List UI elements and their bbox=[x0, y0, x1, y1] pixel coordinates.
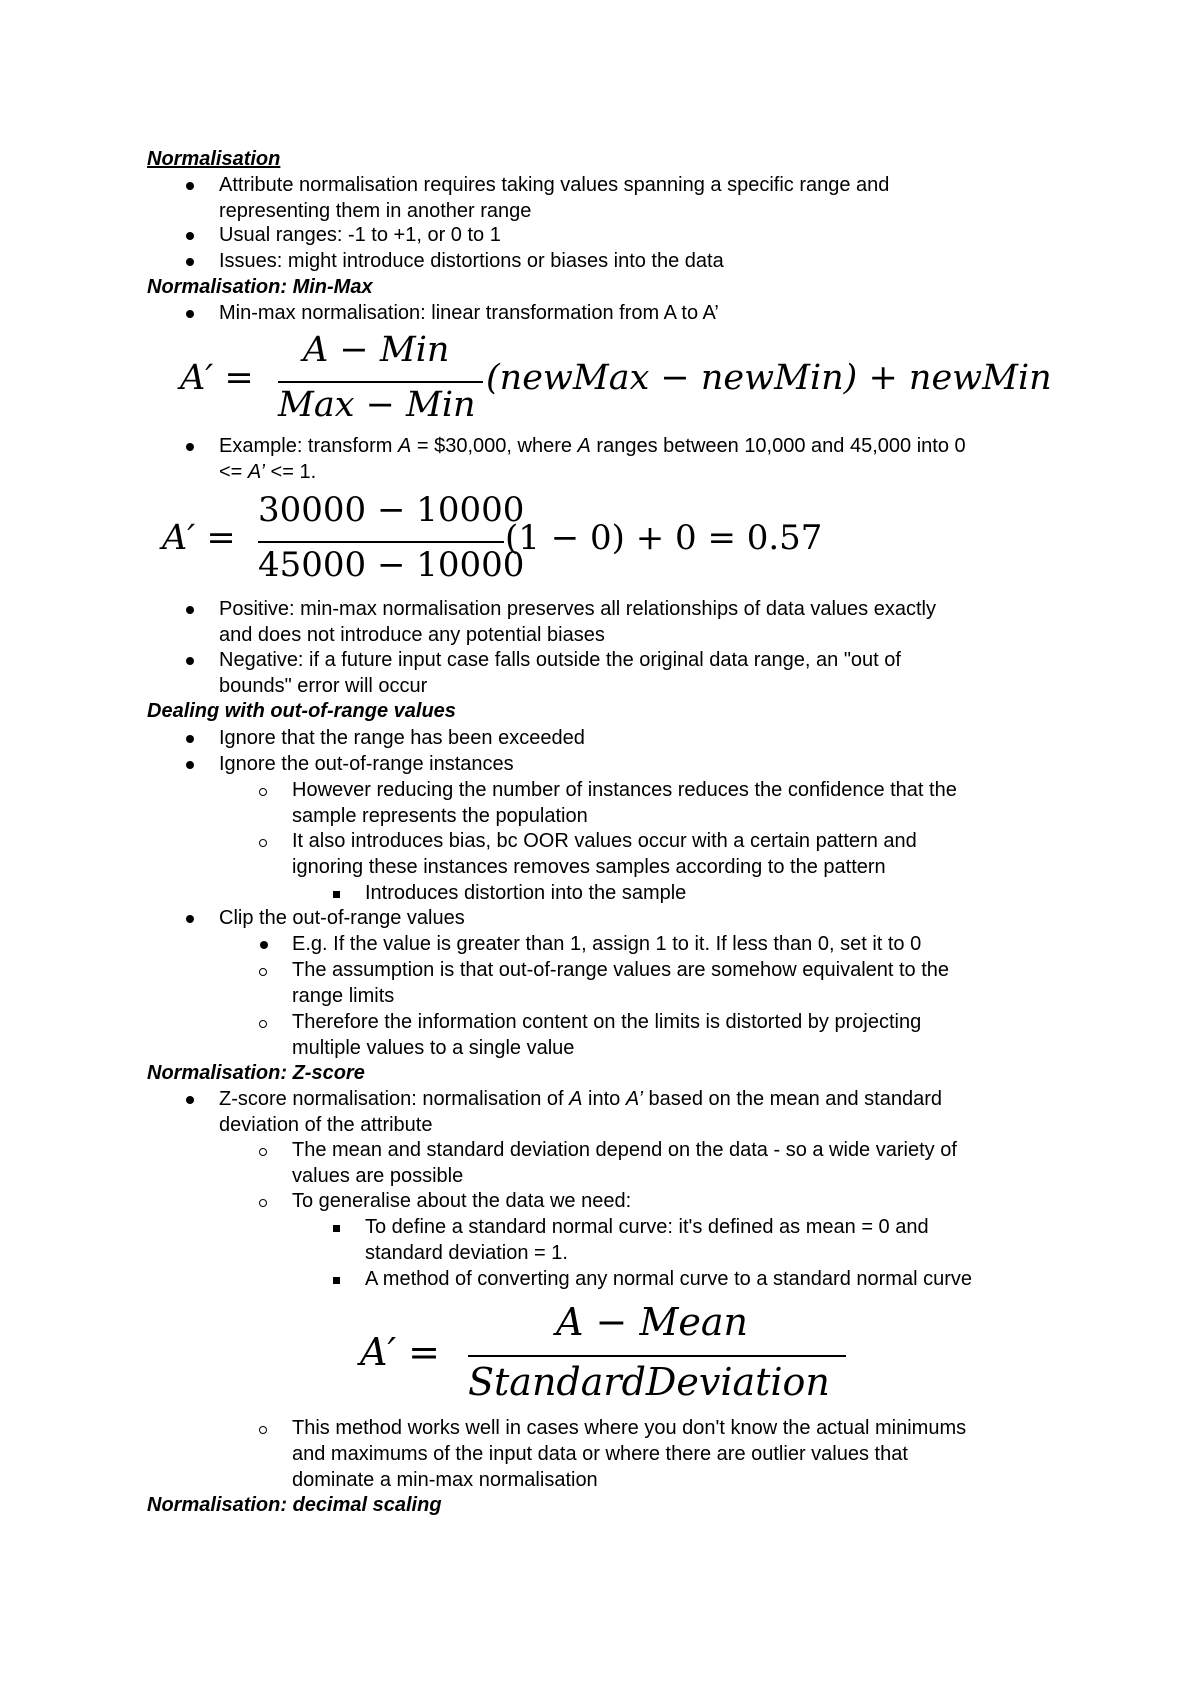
bullet-circle bbox=[259, 1199, 267, 1207]
list-item: Usual ranges: -1 to +1, or 0 to 1 bbox=[219, 224, 501, 246]
bullet-dot bbox=[186, 606, 194, 614]
list-item: Introduces distortion into the sample bbox=[365, 882, 687, 904]
list-item: It also introduces bias, bc OOR values occur with a certain pattern and bbox=[292, 830, 917, 852]
heading-out-of-range: Dealing with out-of-range values bbox=[147, 700, 456, 722]
list-item: bounds" error will occur bbox=[219, 675, 428, 697]
list-item: Positive: min-max normalisation preserves all relationships of data values exactly bbox=[219, 598, 936, 620]
bullet-dot bbox=[186, 657, 194, 665]
list-item: <= A’ <= 1. bbox=[219, 461, 317, 483]
bullet-dot bbox=[186, 735, 194, 743]
bullet-dot bbox=[260, 941, 268, 949]
bullet-square bbox=[333, 891, 340, 898]
formula-rest: (newMax − newMin) + newMin bbox=[486, 358, 1052, 398]
fraction-bar bbox=[278, 381, 483, 383]
bullet-square bbox=[333, 1277, 340, 1284]
list-item: Min-max normalisation: linear transformation from A to A’ bbox=[219, 302, 719, 324]
list-item: and does not introduce any potential biases bbox=[219, 624, 605, 646]
heading-decimal-scaling: Normalisation: decimal scaling bbox=[147, 1494, 442, 1516]
list-item: Attribute normalisation requires taking values spanning a specific range and bbox=[219, 174, 890, 196]
bullet-circle bbox=[259, 1426, 267, 1434]
bullet-circle bbox=[259, 839, 267, 847]
list-item: Negative: if a future input case falls outside the original data range, an "out of bbox=[219, 649, 901, 671]
list-item: Z-score normalisation: normalisation of A into A’ based on the mean and standard bbox=[219, 1088, 943, 1110]
list-item: deviation of the attribute bbox=[219, 1114, 433, 1136]
formula-numerator: A − Mean bbox=[556, 1300, 748, 1344]
list-item: standard deviation = 1. bbox=[365, 1242, 568, 1264]
list-item: A method of converting any normal curve to a standard normal curve bbox=[365, 1268, 972, 1290]
bullet-dot bbox=[186, 182, 194, 190]
formula-lhs: A′ = bbox=[180, 358, 254, 398]
bullet-square bbox=[333, 1225, 340, 1232]
list-item: Therefore the information content on the limits is distorted by projecting bbox=[292, 1011, 922, 1033]
list-item: However reducing the number of instances reduces the confidence that the bbox=[292, 779, 957, 801]
heading-normalisation: Normalisation bbox=[147, 148, 281, 170]
list-item: and maximums of the input data or where there are outlier values that bbox=[292, 1443, 908, 1465]
list-item: Issues: might introduce distortions or biases into the data bbox=[219, 250, 724, 272]
list-item: sample represents the population bbox=[292, 805, 588, 827]
list-item: representing them in another range bbox=[219, 200, 532, 222]
bullet-dot bbox=[186, 443, 194, 451]
formula-denominator: Max − Min bbox=[278, 385, 476, 425]
list-item: multiple values to a single value bbox=[292, 1037, 575, 1059]
list-item: To define a standard normal curve: it's defined as mean = 0 and bbox=[365, 1216, 929, 1238]
list-item: dominate a min-max normalisation bbox=[292, 1469, 598, 1491]
bullet-circle bbox=[259, 968, 267, 976]
list-item: This method works well in cases where you don't know the actual minimums bbox=[292, 1417, 967, 1439]
list-item: range limits bbox=[292, 985, 395, 1007]
bullet-dot bbox=[186, 310, 194, 318]
formula-numerator: A − Min bbox=[303, 330, 450, 370]
list-item: The mean and standard deviation depend on the data - so a wide variety of bbox=[292, 1139, 957, 1161]
list-item: Ignore that the range has been exceeded bbox=[219, 727, 585, 749]
formula-lhs: A′ = bbox=[162, 518, 236, 558]
list-item: Clip the out-of-range values bbox=[219, 907, 465, 929]
list-item: Ignore the out-of-range instances bbox=[219, 753, 514, 775]
bullet-dot bbox=[186, 1096, 194, 1104]
list-item: values are possible bbox=[292, 1165, 464, 1187]
bullet-dot bbox=[186, 258, 194, 266]
list-item: To generalise about the data we need: bbox=[292, 1190, 632, 1212]
bullet-dot bbox=[186, 232, 194, 240]
formula-rest: (1 − 0) + 0 = 0.57 bbox=[505, 518, 823, 558]
bullet-circle bbox=[259, 1148, 267, 1156]
formula-lhs: A′ = bbox=[360, 1330, 440, 1374]
heading-minmax: Normalisation: Min-Max bbox=[147, 276, 373, 298]
list-item: E.g. If the value is greater than 1, assign 1 to it. If less than 0, set it to 0 bbox=[292, 933, 922, 955]
formula-denominator: 45000 − 10000 bbox=[258, 545, 525, 585]
fraction-bar bbox=[258, 541, 504, 543]
bullet-dot bbox=[186, 761, 194, 769]
bullet-circle bbox=[259, 1020, 267, 1028]
list-item: Example: transform A = $30,000, where A ranges between 10,000 and 45,000 into 0 bbox=[219, 435, 966, 457]
formula-numerator: 30000 − 10000 bbox=[258, 490, 525, 530]
fraction-bar bbox=[468, 1355, 846, 1357]
bullet-circle bbox=[259, 788, 267, 796]
list-item: ignoring these instances removes samples according to the pattern bbox=[292, 856, 886, 878]
bullet-dot bbox=[186, 915, 194, 923]
formula-denominator: StandardDeviation bbox=[468, 1360, 830, 1404]
heading-zscore: Normalisation: Z-score bbox=[147, 1062, 365, 1084]
list-item: The assumption is that out-of-range values are somehow equivalent to the bbox=[292, 959, 950, 981]
